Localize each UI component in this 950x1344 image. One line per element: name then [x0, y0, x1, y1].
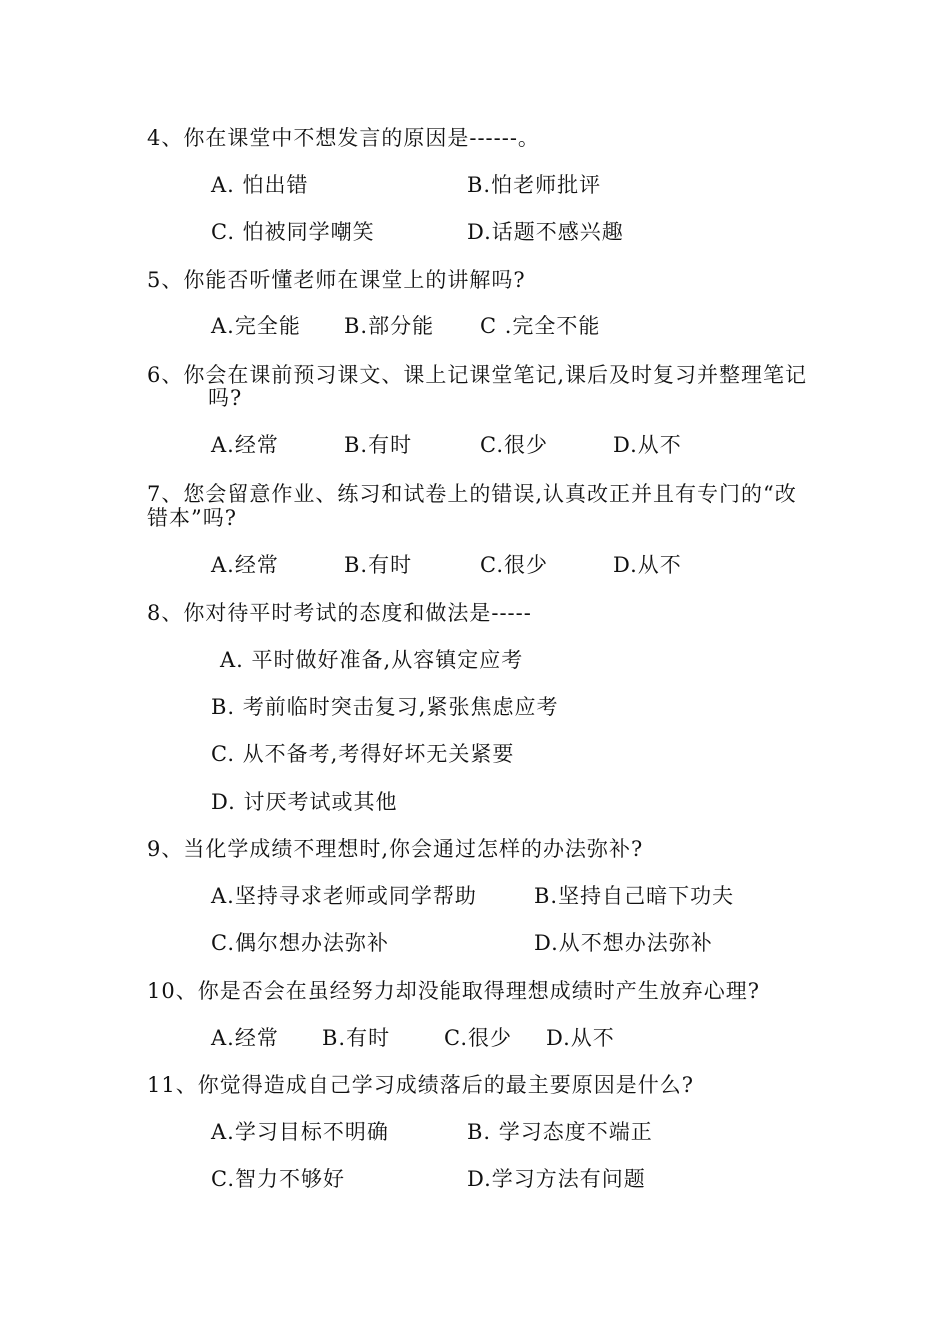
question-8-option-a: A. 平时做好准备,从容镇定应考 [220, 648, 524, 672]
question-6-option-c: C.很少 [480, 433, 548, 457]
question-11-text: 11、你觉得造成自己学习成绩落后的最主要原因是什么? [147, 1073, 694, 1097]
question-7-option-c: C.很少 [480, 553, 548, 577]
question-6-option-b: B.有时 [344, 433, 413, 457]
question-8-option-c: C. 从不备考,考得好坏无关紧要 [211, 742, 515, 766]
question-7-option-a: A.经常 [211, 553, 279, 577]
question-10-option-b: B.有时 [322, 1026, 391, 1050]
question-9-option-b: B.坚持自己暗下功夫 [534, 884, 735, 908]
question-5-option-c: C .完全不能 [480, 314, 601, 338]
question-4-option-a: A. 怕出错 [211, 173, 309, 197]
question-5-option-a: A.完全能 [211, 314, 301, 338]
question-4-option-c: C. 怕被同学嘲笑 [211, 220, 375, 244]
question-11-option-a: A.学习目标不明确 [211, 1120, 389, 1144]
question-10-text: 10、你是否会在虽经努力却没能取得理想成绩时产生放弃心理? [147, 979, 760, 1003]
question-4-text: 4、你在课堂中不想发言的原因是------。 [147, 126, 540, 150]
question-8-text: 8、你对待平时考试的态度和做法是----- [147, 601, 532, 625]
question-4-option-b: B.怕老师批评 [467, 173, 602, 197]
question-6-option-d: D.从不 [613, 433, 682, 457]
question-9-text: 9、当化学成绩不理想时,你会通过怎样的办法弥补? [147, 837, 644, 861]
question-5-option-b: B.部分能 [344, 314, 435, 338]
question-6-option-a: A.经常 [211, 433, 279, 457]
question-8-option-b: B. 考前临时突击复习,紧张焦虑应考 [211, 695, 559, 719]
question-10-option-a: A.经常 [211, 1026, 279, 1050]
question-7-option-d: D.从不 [613, 553, 682, 577]
question-9-option-d: D.从不想办法弥补 [534, 931, 713, 955]
question-10-option-c: C.很少 [444, 1026, 512, 1050]
question-4-option-d: D.话题不感兴趣 [467, 220, 624, 244]
question-7-text-line1: 7、您会留意作业、练习和试卷上的错误,认真改正并且有专门的“改 [147, 482, 797, 506]
question-11-option-d: D.学习方法有问题 [467, 1167, 646, 1191]
question-9-option-c: C.偶尔想办法弥补 [211, 931, 389, 955]
question-9-option-a: A.坚持寻求老师或同学帮助 [211, 884, 477, 908]
question-11-option-c: C.智力不够好 [211, 1167, 345, 1191]
question-8-option-d: D. 讨厌考试或其他 [211, 790, 398, 814]
question-6-text-line1: 6、你会在课前预习课文、课上记课堂笔记,课后及时复习并整理笔记 [147, 363, 808, 387]
question-7-text-line2: 错本”吗? [147, 506, 237, 530]
question-10-option-d: D.从不 [546, 1026, 615, 1050]
question-5-text: 5、你能否听懂老师在课堂上的讲解吗? [147, 268, 526, 292]
question-6-text-line2: 吗? [208, 386, 243, 410]
question-11-option-b: B. 学习态度不端正 [467, 1120, 653, 1144]
question-7-option-b: B.有时 [344, 553, 413, 577]
